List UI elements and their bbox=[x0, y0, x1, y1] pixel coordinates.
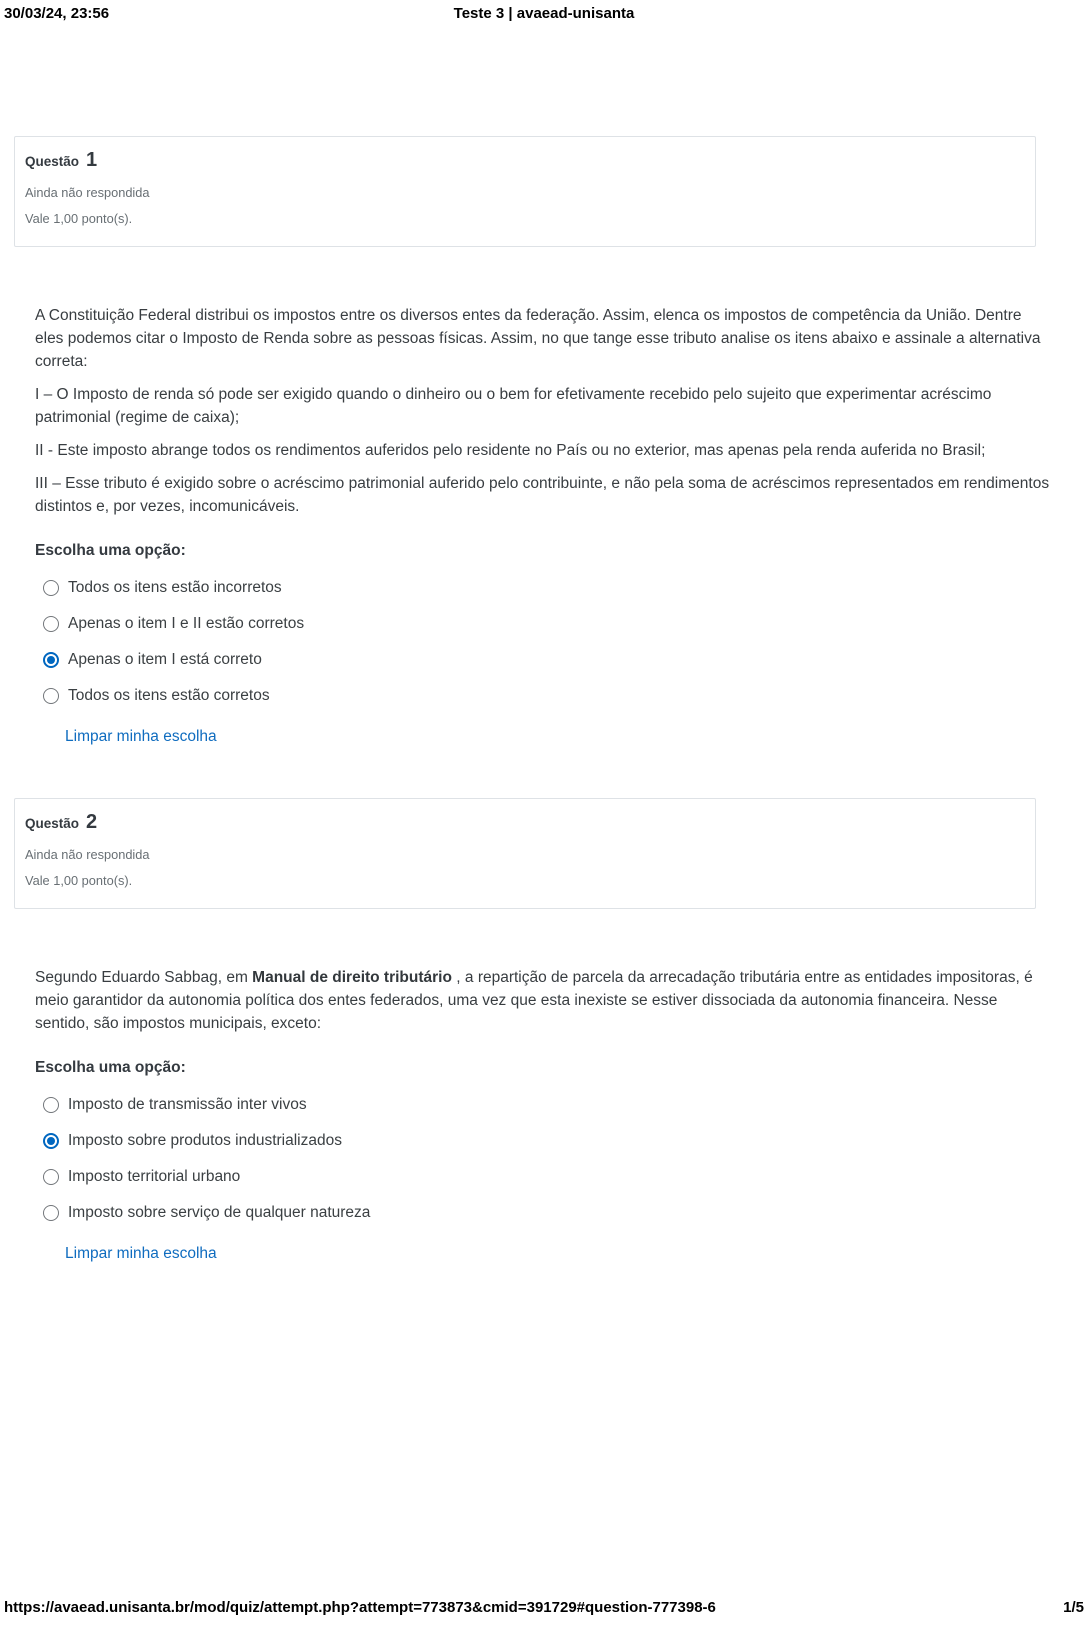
q2-option-3-radio[interactable] bbox=[43, 1169, 59, 1185]
question-2-choose-label: Escolha uma opção: bbox=[35, 1059, 186, 1076]
question-1-points: Vale 1,00 ponto(s). bbox=[25, 211, 133, 226]
q2-option-1-label: Imposto de transmissão inter vivos bbox=[68, 1096, 307, 1113]
question-1 bbox=[0, 136, 1090, 748]
question-word: Questão bbox=[25, 816, 80, 831]
q2-option-3-label: Imposto territorial urbano bbox=[68, 1168, 241, 1185]
question-1-choose-label: Escolha uma opção: bbox=[35, 542, 186, 559]
q2-book-title: Manual de direito tributário bbox=[252, 969, 452, 986]
question-2-points: Vale 1,00 ponto(s). bbox=[25, 873, 133, 888]
q2-option-4-label: Imposto sobre serviço de qualquer natureza bbox=[68, 1204, 371, 1221]
question-1-item-iii: III – Esse tributo é exigido sobre o acréscimo patrimonial auferido pelo contribuinte, e não pela soma de acréscimos representados em rendimentos distintos e, por vezes, incomunicáveis. bbox=[35, 475, 1050, 515]
q1-option-1[interactable] bbox=[35, 576, 1050, 599]
q2-option-2-label: Imposto sobre produtos industrializados bbox=[68, 1132, 342, 1149]
question-2-info-box bbox=[14, 798, 1036, 909]
question-2-status: Ainda não respondida bbox=[25, 847, 150, 862]
print-header bbox=[0, 0, 1090, 22]
question-1-title bbox=[25, 148, 1025, 174]
print-page-title: Teste 3 | avaead-unisanta bbox=[453, 5, 635, 22]
question-1-body bbox=[35, 304, 1050, 748]
print-url: https://avaead.unisanta.br/mod/quiz/attempt.php?attempt=773873&cmid=391729#question-777398-6 bbox=[4, 1599, 716, 1616]
q1-option-4-label: Todos os itens estão corretos bbox=[68, 687, 270, 704]
question-word: Questão bbox=[25, 154, 80, 169]
q1-option-4[interactable] bbox=[35, 684, 1050, 707]
print-page-indicator: 1/5 bbox=[1063, 1599, 1084, 1616]
q2-text-after: , a repartição de parcela da arrecadação tributária entre as entidades impositoras, é meio garantidor da autonomia política dos entes federados, uma vez que esta inexiste se estiver dissociada da autonomia financeira. Nesse sentido, são impostos municipais, exceto: bbox=[35, 969, 1033, 1032]
q1-option-4-radio[interactable] bbox=[43, 688, 59, 704]
question-1-item-i: I – O Imposto de renda só pode ser exigido quando o dinheiro ou o bem for efetivamente recebido pelo sujeito que experimentar acréscimo patrimonial (regime de caixa); bbox=[35, 386, 992, 426]
q1-option-1-radio[interactable] bbox=[43, 580, 59, 596]
question-2-body bbox=[35, 966, 1050, 1265]
q1-option-3-label: Apenas o item I está correto bbox=[68, 651, 262, 668]
question-1-info-box bbox=[14, 136, 1036, 247]
print-footer bbox=[4, 1599, 1084, 1616]
question-2 bbox=[0, 798, 1090, 1265]
q1-option-2-radio[interactable] bbox=[43, 616, 59, 632]
question-number: 2 bbox=[86, 811, 98, 833]
q2-option-3[interactable] bbox=[35, 1165, 1050, 1188]
question-2-title bbox=[25, 810, 1025, 836]
print-datetime: 30/03/24, 23:56 bbox=[4, 5, 110, 22]
question-1-status: Ainda não respondida bbox=[25, 185, 150, 200]
q1-clear-choice-link[interactable]: Limpar minha escolha bbox=[65, 728, 217, 745]
q2-clear-choice-link[interactable]: Limpar minha escolha bbox=[65, 1245, 217, 1262]
question-1-item-ii: II - Este imposto abrange todos os rendimentos auferidos pelo residente no País ou no exterior, mas apenas pela renda auferida no Brasil; bbox=[35, 442, 986, 459]
question-1-options bbox=[35, 576, 1050, 707]
q2-option-2-radio[interactable] bbox=[43, 1133, 59, 1149]
q1-option-3[interactable] bbox=[35, 648, 1050, 671]
q2-option-4-radio[interactable] bbox=[43, 1205, 59, 1221]
q2-option-4[interactable] bbox=[35, 1201, 1050, 1224]
q2-option-2[interactable] bbox=[35, 1129, 1050, 1152]
q1-option-2-label: Apenas o item I e II estão corretos bbox=[68, 615, 305, 632]
q1-option-2[interactable] bbox=[35, 612, 1050, 635]
question-2-options bbox=[35, 1093, 1050, 1224]
question-number: 1 bbox=[86, 149, 98, 171]
question-1-paragraph: A Constituição Federal distribui os impostos entre os diversos entes da federação. Assim, elenca os impostos de competência da União. Dentre eles podemos citar o Imposto de Renda sobre as pessoas físicas. Assim, no que tange esse tributo analise os itens abaixo e assinale a alternativa correta: bbox=[35, 307, 1041, 370]
question-2-paragraph bbox=[35, 966, 1050, 1035]
q2-option-1[interactable] bbox=[35, 1093, 1050, 1116]
q2-text-before: Segundo Eduardo Sabbag, em bbox=[35, 969, 253, 986]
q1-option-1-label: Todos os itens estão incorretos bbox=[68, 579, 282, 596]
q1-option-3-radio[interactable] bbox=[43, 652, 59, 668]
q2-option-1-radio[interactable] bbox=[43, 1097, 59, 1113]
